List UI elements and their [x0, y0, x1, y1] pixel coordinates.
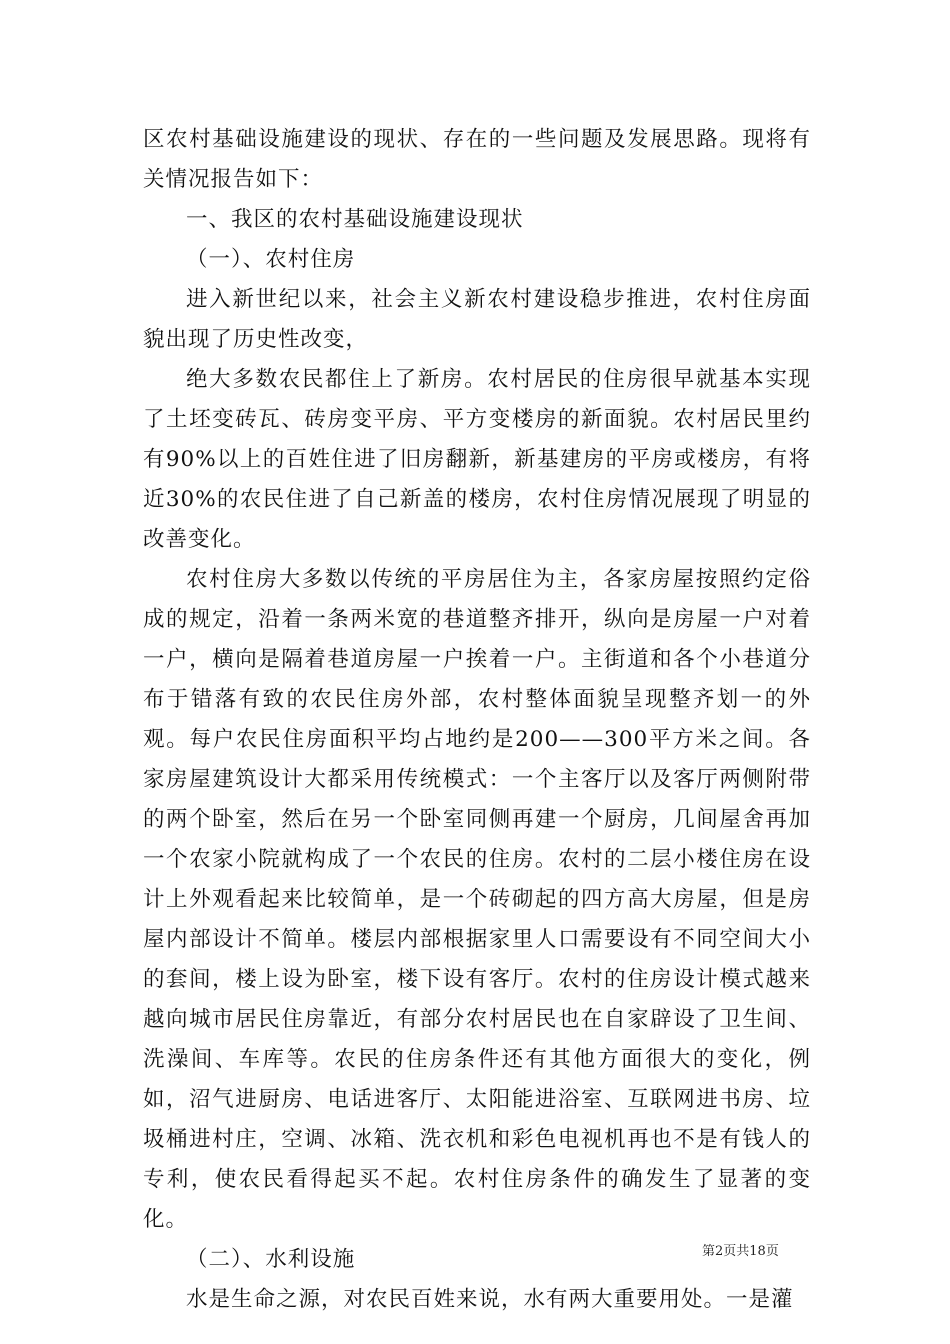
paragraph-housing-intro: 进入新世纪以来，社会主义新农村建设稳步推进，农村住房面貌出现了历史性改变，: [143, 287, 811, 352]
subsection-heading-water: （二）、水利设施: [186, 1247, 356, 1272]
page-number-footer: 第2页共18页: [702, 1244, 779, 1259]
paragraph-housing-new: 绝大多数农民都住上了新房。农村居民的住房很早就基本实现了土坯变砖瓦、砖房变平房、平方变楼房的新面貌。农村居民里约有90%以上的百姓住进了旧房翻新，新基建房的平房或楼房，有将近30%的农民住进了自己新盖的楼房，农村住房情况展现了明显的改善变化。: [143, 367, 811, 552]
document-body: [143, 120, 811, 1320]
paragraph-water-intro: 水是生命之源，对农民百姓来说，水有两大重要用处。一是灌: [186, 1287, 794, 1312]
section-heading-1: 一、我区的农村基础设施建设现状: [186, 207, 524, 232]
paragraph-intro-continued: 区农村基础设施建设的现状、存在的一些问题及发展思路。现将有关情况报告如下：: [143, 127, 811, 192]
subsection-heading-housing: （一）、农村住房: [186, 247, 356, 272]
paragraph-housing-layout: 农村住房大多数以传统的平房居住为主，各家房屋按照约定俗成的规定，沿着一条两米宽的巷道整齐排开，纵向是房屋一户对着一户，横向是隔着巷道房屋一户挨着一户。主街道和各个小巷道分布于错落有致的农民住房外部，农村整体面貌呈现整齐划一的外观。每户农民住房面积平均占地约是200——300平方米之间。各家房屋建筑设计大都采用传统模式：一个主客厅以及客厅两侧附带的两个卧室，然后在另一个卧室同侧再建一个厨房，几间屋舍再加一个农家小院就构成了一个农民的住房。农村的二层小楼住房在设计上外观看起来比较简单，是一个砖砌起的四方高大房屋，但是房屋内部设计不简单。楼层内部根据家里人口需要设有不同空间大小的套间，楼上设为卧室，楼下设有客厅。农村的住房设计模式越来越向城市居民住房靠近，有部分农村居民也在自家辟设了卫生间、洗澡间、车库等。农民的住房条件还有其他方面很大的变化，例如，沼气进厨房、电话进客厅、太阳能进浴室、互联网进书房、垃圾桶进村庄，空调、冰箱、洗衣机和彩色电视机再也不是有钱人的专利，使农民看得起买不起。农村住房条件的确发生了显著的变化。: [143, 567, 811, 1232]
